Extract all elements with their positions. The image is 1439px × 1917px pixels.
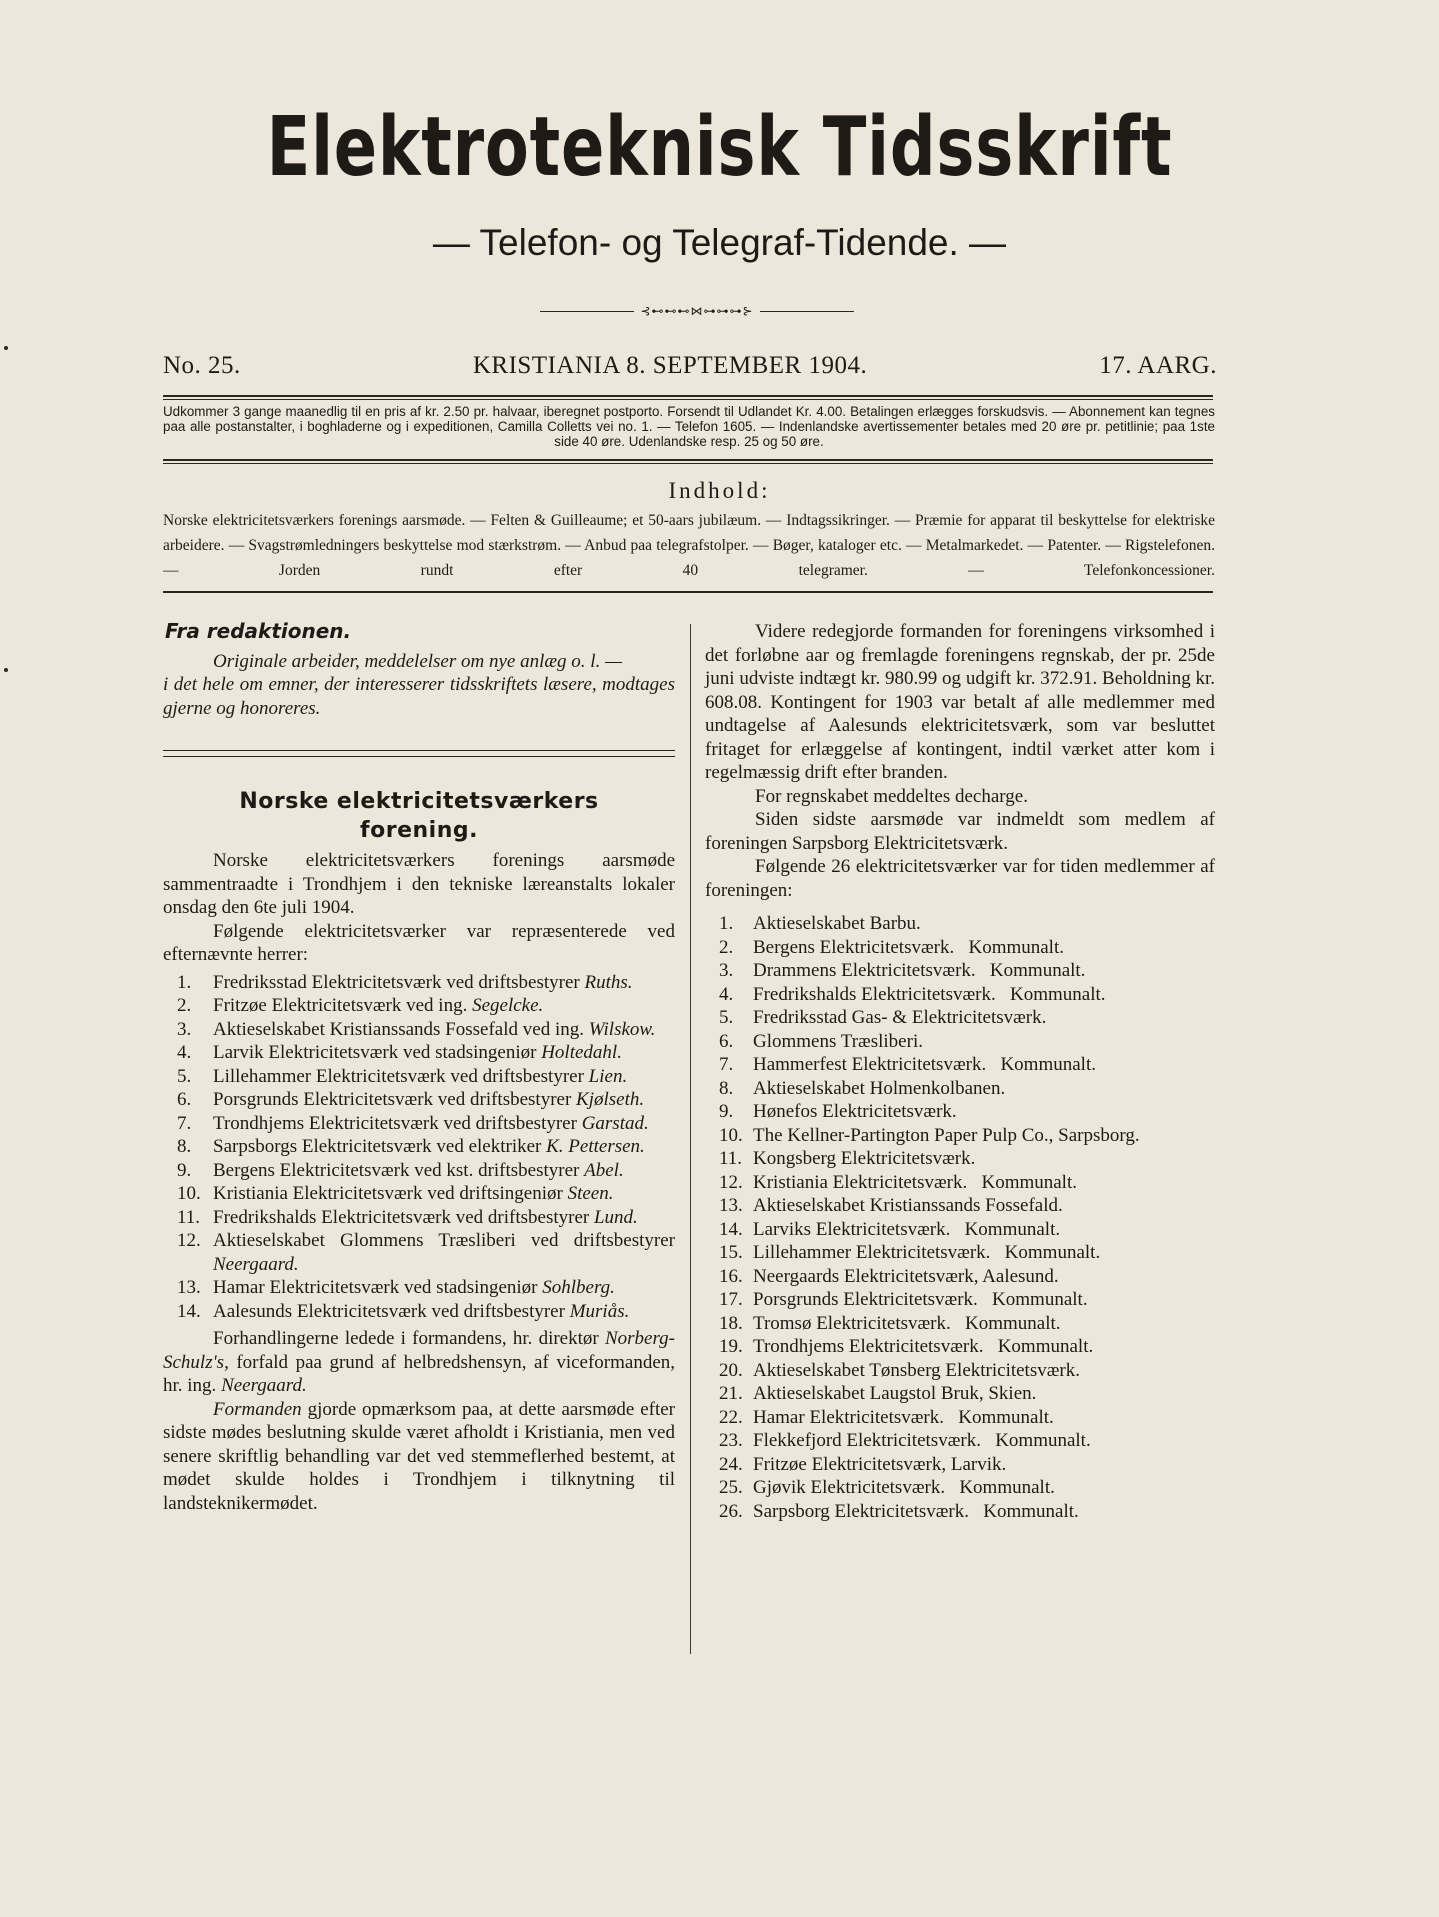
item-number: 13. [719,1195,743,1216]
item-text: Aalesunds Elektricitetsværk ved driftsbestyrer Muriås. [213,1300,630,1322]
item-text: Drammens Elektricitetsværk. Kommunalt. [753,960,1086,981]
item-person: Segelcke. [472,995,544,1016]
item-text: Bergens Elektricitetsværk. Kommunalt. [753,936,1064,958]
member-item [705,1288,1215,1312]
article-para2: Følgende elektricitetsværker var repræsenterede ved efternævnte herrer: [163,920,675,965]
item-number: 14. [719,1218,743,1240]
item-text: Fredrikshalds Elektricitetsværk ved driftsbestyrer Lund. [213,1206,638,1228]
member-item [705,1453,1215,1477]
member-item [705,1171,1215,1195]
represented-item [163,1229,675,1276]
item-text: Aktieselskabet Laugstol Bruk, Skien. [753,1383,1037,1404]
member-item [705,1312,1215,1336]
section-double-rule [163,750,675,757]
item-person: Sohlberg. [542,1277,615,1298]
item-number: 24. [719,1453,743,1475]
represented-item [163,1182,675,1206]
item-text: Fritzøe Elektricitetsværk ved ing. Segelcke. [213,995,544,1016]
member-item [705,1100,1215,1124]
member-item [705,1429,1215,1453]
rule-mid-1 [163,459,1213,461]
member-item [705,1406,1215,1430]
issue-volume: 17. AARG. [1099,352,1217,379]
item-number: 20. [719,1359,743,1381]
member-item [705,1241,1215,1265]
item-number: 13. [177,1277,201,1298]
editorial-line2: i det hele om emner, der interesserer tidsskriftets læsere, modtages gjerne og honoreres. [163,674,675,719]
para3-text-a: Forhandlingerne ledede i formandens, hr. direktør [213,1328,599,1349]
item-text: Glommens Træsliberi. [753,1030,923,1052]
represented-item [163,1206,675,1230]
item-text: Hønefos Elektricitetsværk. [753,1101,957,1122]
item-number: 8. [719,1077,734,1099]
article-para6: For regnskabet meddeltes decharge. [755,785,1028,807]
member-item [705,1218,1215,1242]
item-text: Larviks Elektricitetsværk. Kommunalt. [753,1218,1061,1240]
item-text: Aktieselskabet Glommens Træsliberi ved driftsbestyrer Neergaard. [213,1230,675,1275]
item-text: Larvik Elektricitetsværk ved stadsingeniør Holtedahl. [213,1042,622,1063]
item-person: Abel. [584,1159,624,1181]
item-text: Hamar Elektricitetsværk. Kommunalt. [753,1406,1054,1428]
item-number: 17. [719,1289,743,1310]
member-item [705,1147,1215,1171]
article-para5: Videre redegjorde formanden for foreningens virksomhed i det forløbne aar og fremlagde foreningens regnskab, der pr. 25de juni udviste indtægt kr. 980.99 og udgift kr. 372.91. Beholdning kr. 608.08. Kontingent for 1903 var betalt af alle medlemmer med undtagelse af Aalesunds elektricitetsværk, som var besluttet fritaget for erlæggelse af kontingent, indtil værket atter kom i regelmæssig drift efter branden. [705,621,1215,783]
member-item [705,1053,1215,1077]
article-title-line1: Norske elektricitetsværkers [239,789,599,814]
item-text: Aktieselskabet Tønsberg Elektricitetsværk. [753,1359,1080,1381]
ornament-divider [540,304,854,318]
member-item [705,1124,1215,1148]
item-number: 22. [719,1406,743,1428]
item-text: Tromsø Elektricitetsværk. Kommunalt. [753,1312,1061,1334]
item-text: Fredriksstad Elektricitetsværk ved driftsbestyrer Ruths. [213,971,633,993]
item-text: Hammerfest Elektricitetsværk. Kommunalt. [753,1054,1096,1075]
ornament-icon: ⊰⊷⊷⊷⋈⊶⊶⊶⊱ [640,303,754,318]
item-number: 2. [177,995,192,1016]
margin-mark [4,668,8,672]
item-person: Kjølseth. [576,1089,645,1110]
rule-top-2 [163,399,1213,400]
rule-contents-bottom [163,591,1213,593]
represented-item [163,994,675,1018]
item-number: 11. [177,1206,201,1228]
para3-text-b: forfald paa grund af helbredshensyn, af viceformanden, hr. ing. [163,1351,676,1396]
member-item [705,936,1215,960]
item-text: Fredrikshalds Elektricitetsværk. Kommunalt. [753,983,1106,1005]
editorial-title: Fra redaktionen. [165,619,352,643]
margin-mark [4,346,8,350]
para3-name2: Neergaard. [221,1375,307,1396]
item-number: 21. [719,1383,743,1404]
member-item [705,1265,1215,1289]
rule-top-1 [163,395,1213,397]
represented-item [163,971,675,995]
item-text: Sarpsborg Elektricitetsværk. Kommunalt. [753,1500,1079,1522]
item-text: Fredriksstad Gas- & Elektricitetsværk. [753,1007,1047,1028]
represented-item [163,1088,675,1112]
para3-name1: Norberg-Schulz's, [163,1328,675,1373]
item-number: 4. [177,1042,192,1063]
article-para3 [163,1327,675,1398]
member-item [705,1077,1215,1101]
contents-title: Indhold: [668,478,771,503]
article-para4 [163,1398,675,1516]
item-number: 6. [719,1030,734,1052]
represented-list [163,971,675,1324]
item-number: 16. [719,1265,743,1287]
item-text: Kongsberg Elektricitetsværk. [753,1148,976,1169]
item-text: Lillehammer Elektricitetsværk ved driftsbestyrer Lien. [213,1065,628,1087]
item-number: 2. [719,936,734,958]
item-number: 18. [719,1312,743,1334]
item-number: 25. [719,1477,743,1498]
members-list [705,912,1215,1523]
item-person: Holtedahl. [541,1042,622,1063]
represented-item [163,1159,675,1183]
member-item [705,912,1215,936]
item-number: 12. [719,1171,743,1193]
item-number: 1. [177,971,192,993]
item-text: Kristiania Elektricitetsværk ved driftsingeniør Steen. [213,1183,614,1204]
member-item [705,1359,1215,1383]
item-person: Ruths. [584,971,633,993]
issue-place-date: KRISTIANIA 8. SEPTEMBER 1904. [472,352,868,379]
item-number: 12. [177,1230,201,1251]
item-text: Porsgrunds Elektricitetsværk ved driftsbestyrer Kjølseth. [213,1089,645,1110]
item-number: 10. [719,1124,743,1146]
item-text: Fritzøe Elektricitetsværk, Larvik. [753,1453,1007,1475]
member-item [705,1194,1215,1218]
item-text: Sarpsborgs Elektricitetsværk ved elektriker K. Pettersen. [213,1136,645,1157]
member-item [705,1500,1215,1524]
item-person: Wilskow. [588,1018,656,1040]
left-column [163,620,675,1515]
masthead-subtitle: — Telefon- og Telegraf-Tidende. — [432,222,1007,263]
item-number: 1. [719,913,734,934]
item-number: 19. [719,1336,743,1357]
item-text: The Kellner-Partington Paper Pulp Co., Sarpsborg. [753,1124,1140,1146]
item-text: Flekkefjord Elektricitetsværk. Kommunalt. [753,1430,1091,1451]
editorial-line1: Originale arbeider, meddelelser om nye anlæg o. l. — [213,650,622,672]
item-number: 5. [177,1065,192,1087]
item-number: 14. [177,1300,201,1322]
represented-item [163,1041,675,1065]
item-person: Lien. [588,1065,628,1087]
represented-item [163,1065,675,1089]
column-divider [690,624,691,1654]
represented-item [163,1135,675,1159]
item-number: 3. [719,960,734,981]
represented-item [163,1276,675,1300]
item-person: Muriås. [569,1300,630,1322]
issue-number: No. 25. [163,352,241,379]
item-person: Lund. [593,1206,638,1228]
member-item [705,1006,1215,1030]
item-number: 6. [177,1089,192,1110]
item-text: Lillehammer Elektricitetsværk. Kommunalt. [753,1242,1101,1263]
item-number: 7. [719,1054,734,1075]
item-text: Aktieselskabet Kristianssands Fossefald ved ing. Wilskow. [213,1018,656,1040]
item-text: Trondhjems Elektricitetsværk. Kommunalt. [753,1336,1094,1357]
item-number: 9. [719,1101,734,1122]
right-column [705,620,1215,1523]
item-text: Aktieselskabet Holmenkolbanen. [753,1077,1006,1099]
article-para7: Siden sidste aarsmøde var indmeldt som medlem af foreningen Sarpsborg Elektricitetsværk. [705,809,1215,854]
member-item [705,959,1215,983]
member-item [705,1030,1215,1054]
item-number: 9. [177,1159,192,1181]
represented-item [163,1300,675,1324]
subscription-info: Udkommer 3 gange maanedlig til en pris af kr. 2.50 pr. halvaar, iberegnet postporto. Forsendt til Udlandet Kr. 4.00. Betalingen erlægges forskudsvis. — Abonnement kan tegnes paa alle postanstalter, i boghladerne og i expeditionen, Camilla Colletts vei no. 1. — Telefon 1605. — Indenlandske avertissementer betales med 20 øre pr. petitlinie; paa 1ste side 40 øre. Udenlandske resp. 25 og 50 øre. [163,404,1215,449]
item-number: 7. [177,1112,192,1134]
item-text: Kristiania Elektricitetsværk. Kommunalt. [753,1171,1077,1193]
item-text: Aktieselskabet Barbu. [753,913,921,934]
item-person: Neergaard. [213,1253,299,1275]
masthead-title: Elektroteknisk Tidsskrift [266,100,1173,195]
article-title-line2: forening. [360,818,478,843]
item-number: 26. [719,1500,743,1522]
represented-item [163,1112,675,1136]
item-number: 11. [719,1148,743,1169]
item-number: 15. [719,1242,743,1263]
item-person: Steen. [567,1183,614,1204]
article-para8: Følgende 26 elektricitetsværker var for tiden medlemmer af foreningen: [705,856,1215,901]
issue-line [163,352,1217,380]
item-number: 5. [719,1007,734,1028]
item-number: 10. [177,1183,201,1204]
contents-text: Norske elektricitetsværkers forenings aarsmøde. — Felten & Guilleaume; et 50-aars jubilæum. — Indtagssikringer. — Præmie for apparat til beskyttelse for elektriske arbeidere. — Svagstrømledningers beskyttelse mod stærkstrøm. — Anbud paa telegrafstolper. — Bøger, kataloger etc. — Metalmarkedet. — Patenter. — Rigstelefonen. — Jorden rundt efter 40 telegramer. — Telefonkoncessioner. [163,512,1215,579]
item-text: Neergaards Elektricitetsværk, Aalesund. [753,1265,1059,1287]
rule-mid-2 [163,463,1213,464]
item-person: Garstad. [581,1112,649,1134]
member-item [705,1476,1215,1500]
item-number: 8. [177,1136,192,1157]
item-text: Aktieselskabet Kristianssands Fossefald. [753,1195,1063,1216]
para4-name: Formanden [213,1398,302,1420]
item-number: 4. [719,983,734,1005]
item-text: Porsgrunds Elektricitetsværk. Kommunalt. [753,1289,1088,1310]
item-text: Bergens Elektricitetsværk ved kst. driftsbestyrer Abel. [213,1159,624,1181]
item-number: 3. [177,1018,192,1040]
item-text: Hamar Elektricitetsværk ved stadsingeniør Sohlberg. [213,1277,615,1298]
item-text: Trondhjems Elektricitetsværk ved driftsbestyrer Garstad. [213,1112,649,1134]
item-person: K. Pettersen. [546,1136,645,1157]
para4-text: gjorde opmærksom paa, at dette aarsmøde efter sidste mødes beslutning skulde været afholdt i Kristiania, men ved senere skriftlig behandling var det ved stemmeflerhed bestemt, at mødet skulde holdes i Trondhjem i tilknytning til landsteknikermødet. [163,1398,676,1514]
item-text: Gjøvik Elektricitetsværk. Kommunalt. [753,1477,1055,1498]
member-item [705,1382,1215,1406]
member-item [705,983,1215,1007]
item-number: 23. [719,1430,743,1451]
represented-item [163,1018,675,1042]
member-item [705,1335,1215,1359]
article-title [163,787,675,845]
article-para1: Norske elektricitetsværkers forenings aarsmøde sammentraadte i Trondhjem i den tekniske læreanstalts lokaler onsdag den 6te juli 1904. [163,850,675,918]
